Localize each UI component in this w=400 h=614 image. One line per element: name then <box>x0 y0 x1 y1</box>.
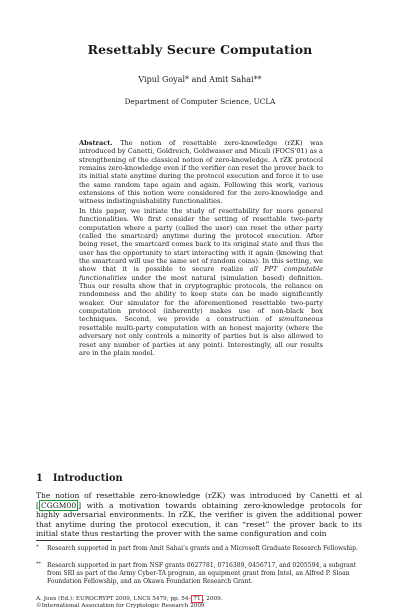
footnote-2 <box>36 562 362 586</box>
abstract-paragraph-1 <box>79 139 323 206</box>
footnote-mark: * <box>36 544 39 550</box>
author-list: Vipul Goyal* and Amit Sahai** <box>138 75 262 84</box>
footnote-text: Research supported in part from NSF grants 0627781, 0716389, 0456717, and 0205594, a subgrant from SRI as part of the Army Cyber-TA program, an equipment grant from Intel, an Alfred P. Sloan Foundation Fellowship, and an Okawa Foundation Research Grant. <box>47 562 357 585</box>
affiliation: Department of Computer Science, UCLA <box>124 97 276 106</box>
paper-title: Resettably Secure Computation <box>87 42 313 57</box>
page-link[interactable]: 71 <box>193 596 201 602</box>
publication-info <box>36 596 366 611</box>
section-title: Introduction <box>52 473 123 484</box>
section-heading <box>36 473 123 484</box>
copyright-line: ©International Association for Cryptologic Research 2009 <box>36 603 205 610</box>
abstract-emphasis-2: simultaneous <box>278 315 323 324</box>
abstract-text-1: The notion of resettable zero-knowledge (rZK) was introduced by Canetti, Goldreich, Goldwasser and Micali (FOCS'01) as a strengthening of the classical notion of zero-knowledge. A rZK protocol remains zero-knowledge even if the verifier can reset the prover back to its initial state anytime during the protocol execution and force it to use the same random tape again and again. Following this work, various extensions of this notion were considered for the zero-knowledge and witness indistinguishability functionalities. <box>79 139 323 206</box>
abstract-text-2c: resettable multi-party computation with an honest majority (where the adversary not only controls a minority of parties but is also allowed to reset any number of parties at any point). Interestingly, all our results are in the plain model. <box>79 323 323 357</box>
publication-ref: A. Joux (Ed.): EUROCRYPT 2009, LNCS 5479, pp. 54– <box>36 596 192 602</box>
abstract-text-2b: under the most natural (simulation based) definition. Thus our results show that in cryptographic protocols, the reliance on randomness and the ability to keep state can be made significantly weaker. Our simulator for the aforementioned resettable two-party computation protocol (inherently) makes use of non-black box techniques. Second, we provide a construction of <box>79 273 323 324</box>
footnote-text: Research supported in part from Amit Sahai’s grants and a Microsoft Graduate Research Fellowship. <box>47 545 358 552</box>
intro-text-2: with a motivation towards obtaining zero-knowledge protocols for highly adversarial environments. In rZK, the verifier is given the additional power that anytime during the protocol execution, it can “reset” the prover back to its initial state thus restarting the prover with the same configuration and coin <box>36 500 362 538</box>
intro-paragraph: The notion of resettable zero-knowledge (rZK) was introduced by Canetti et al [ CGGM00 ] with a motivation towards obtaining zero-knowledge protocols for highly adversarial environments. In rZK, the verifier is given the additional power that anytime during the protocol execution, it can “reset” the prover back to its initial state thus restarting the prover with the same configuration and coin <box>36 491 362 538</box>
abstract-label: Abstract. <box>79 139 113 147</box>
footnote-mark: ** <box>36 561 41 567</box>
abstract-text-2a: In this paper, we initiate the study of resettability for more general functionalities. We first consider the setting of resettable two-party computation where a party (called the user) can reset the other party (called the smartcard) anytime during the protocol execution. After being reset, the smartcard comes back to its original state and thus the user has the opportunity to start interacting with it again (knowing that the smartcard will use the same set of random coins). In this setting, we show that it is possible to secure realize <box>79 207 323 274</box>
intro-text-1: The notion of resettable zero-knowledge (rZK) was introduced by Canetti et al <box>36 491 362 500</box>
footnote-1 <box>36 545 362 553</box>
abstract-emphasis-1: all PPT computable functionalities <box>79 265 323 282</box>
abstract-paragraph-2 <box>79 207 323 357</box>
section-number: 1 <box>36 473 43 484</box>
footnote-divider <box>36 540 112 541</box>
citation-link[interactable]: CGGM00 <box>40 500 77 510</box>
publication-year: , 2009. <box>202 596 223 602</box>
